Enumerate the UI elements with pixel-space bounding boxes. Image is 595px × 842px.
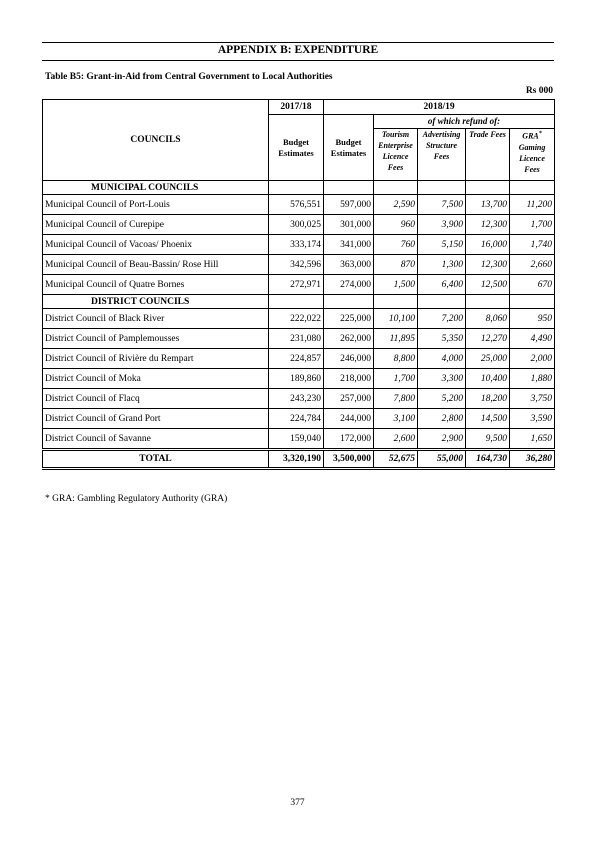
page-title: APPENDIX B: EXPENDITURE xyxy=(217,44,379,56)
table-row xyxy=(43,215,555,235)
gra-fees: 1,740 xyxy=(510,235,555,255)
gra-fees: 3,590 xyxy=(510,409,555,429)
of-which-header: of which refund of: xyxy=(374,115,555,129)
council-name: District Council of Flacq xyxy=(43,389,269,409)
gra-label: GRA xyxy=(522,131,539,141)
table-row xyxy=(43,329,555,349)
page-number: 377 xyxy=(290,798,305,808)
advertising-fees: 3,300 xyxy=(418,369,466,389)
council-name: District Council of Pamplemousses xyxy=(43,329,269,349)
year-2018-19-header: 2018/19 xyxy=(324,100,555,115)
gra-fees-header xyxy=(510,129,555,181)
trade-fees: 8,060 xyxy=(466,309,510,329)
budget-2017-18: 189,860 xyxy=(269,369,324,389)
total-gra-fees: 36,280 xyxy=(510,450,555,469)
gra-fees: 670 xyxy=(510,275,555,295)
total-advertising-fees: 55,000 xyxy=(418,450,466,469)
gra-fees: 1,880 xyxy=(510,369,555,389)
council-name: Municipal Council of Quatre Bornes xyxy=(43,275,269,295)
table-row xyxy=(43,409,555,429)
table-row xyxy=(43,255,555,275)
total-budget-2018-19: 3,500,000 xyxy=(324,450,374,469)
advertising-fees: 3,900 xyxy=(418,215,466,235)
tourism-fees: 7,800 xyxy=(374,389,418,409)
gra-fees: 3,750 xyxy=(510,389,555,409)
council-name: District Council of Rivière du Rempart xyxy=(43,349,269,369)
budget-2017-18: 272,971 xyxy=(269,275,324,295)
budget-2017-18: 243,230 xyxy=(269,389,324,409)
table-body xyxy=(43,181,555,469)
advertising-fees: 5,200 xyxy=(418,389,466,409)
total-row xyxy=(43,450,555,469)
trade-fees: 16,000 xyxy=(466,235,510,255)
tourism-fees: 760 xyxy=(374,235,418,255)
table-row xyxy=(43,235,555,255)
year-2017-18-header: 2017/18 xyxy=(269,100,324,115)
advertising-fees: 5,150 xyxy=(418,235,466,255)
tourism-fees: 3,100 xyxy=(374,409,418,429)
tourism-fees: 2,600 xyxy=(374,429,418,450)
budget-2018-19: 172,000 xyxy=(324,429,374,450)
budget-2018-19: 363,000 xyxy=(324,255,374,275)
budget-2018-19: 218,000 xyxy=(324,369,374,389)
tourism-fees: 2,590 xyxy=(374,195,418,215)
council-name: Municipal Council of Curepipe xyxy=(43,215,269,235)
table-row xyxy=(43,429,555,450)
advertising-fees: 4,000 xyxy=(418,349,466,369)
budget-2018-19: 262,000 xyxy=(324,329,374,349)
budget-2017-18: 159,040 xyxy=(269,429,324,450)
trade-fees: 13,700 xyxy=(466,195,510,215)
council-name: Municipal Council of Vacoas/ Phoenix xyxy=(43,235,269,255)
gra-fees: 2,000 xyxy=(510,349,555,369)
gra-fees: 2,660 xyxy=(510,255,555,275)
tourism-fees: 1,500 xyxy=(374,275,418,295)
gra-fees: 1,700 xyxy=(510,215,555,235)
advertising-fees: 7,500 xyxy=(418,195,466,215)
budget-2018-19: 225,000 xyxy=(324,309,374,329)
footnote: * GRA: Gambling Regulatory Authority (GRA) xyxy=(45,494,228,504)
council-name: Municipal Council of Beau-Bassin/ Rose Hill xyxy=(43,255,269,275)
total-label: TOTAL xyxy=(43,450,269,469)
advertising-fees: 7,200 xyxy=(418,309,466,329)
tourism-fees: 8,800 xyxy=(374,349,418,369)
budget-2017-18: 342,596 xyxy=(269,255,324,275)
council-name: District Council of Moka xyxy=(43,369,269,389)
budget-2018-19: 257,000 xyxy=(324,389,374,409)
trade-fees: 9,500 xyxy=(466,429,510,450)
advertising-fees: 1,300 xyxy=(418,255,466,275)
advertising-fees: 5,350 xyxy=(418,329,466,349)
units-label: Rs 000 xyxy=(525,86,553,96)
trade-fees: 14,500 xyxy=(466,409,510,429)
gra-fees: 11,200 xyxy=(510,195,555,215)
trade-fees-header: Trade Fees xyxy=(466,129,510,181)
budget-2018-19: 301,000 xyxy=(324,215,374,235)
advertising-fees-header: Advertising Structure Fees xyxy=(418,129,466,181)
table-row xyxy=(43,349,555,369)
trade-fees: 18,200 xyxy=(466,389,510,409)
budget-2017-18: 300,025 xyxy=(269,215,324,235)
budget-2018-19: 246,000 xyxy=(324,349,374,369)
advertising-fees: 2,800 xyxy=(418,409,466,429)
budget-2017-18: 576,551 xyxy=(269,195,324,215)
table-row xyxy=(43,275,555,295)
council-name: District Council of Black River xyxy=(43,309,269,329)
council-name: Municipal Council of Port-Louis xyxy=(43,195,269,215)
tourism-fees: 1,700 xyxy=(374,369,418,389)
budget-2017-18: 224,784 xyxy=(269,409,324,429)
trade-fees: 12,500 xyxy=(466,275,510,295)
trade-fees: 12,300 xyxy=(466,215,510,235)
advertising-fees: 6,400 xyxy=(418,275,466,295)
table-row xyxy=(43,369,555,389)
budget-estimates-header-1718: Budget Estimates xyxy=(269,115,324,181)
council-name: District Council of Grand Port xyxy=(43,409,269,429)
advertising-fees: 2,900 xyxy=(418,429,466,450)
trade-fees: 25,000 xyxy=(466,349,510,369)
total-tourism-fees: 52,675 xyxy=(374,450,418,469)
budget-2017-18: 333,174 xyxy=(269,235,324,255)
gra-fees: 1,650 xyxy=(510,429,555,450)
budget-2018-19: 274,000 xyxy=(324,275,374,295)
gra-fees: 950 xyxy=(510,309,555,329)
grant-table xyxy=(42,99,555,470)
table-row xyxy=(43,195,555,215)
title-underline xyxy=(42,60,554,61)
section-heading-municipal: MUNICIPAL COUNCILS xyxy=(43,181,269,195)
total-trade-fees: 164,730 xyxy=(466,450,510,469)
council-name: District Council of Savanne xyxy=(43,429,269,450)
tourism-fees: 870 xyxy=(374,255,418,275)
budget-2017-18: 231,080 xyxy=(269,329,324,349)
total-budget-2017-18: 3,320,190 xyxy=(269,450,324,469)
councils-header: COUNCILS xyxy=(43,100,269,181)
gra-fees-label: Gaming Licence Fees xyxy=(518,142,546,174)
tourism-fees: 960 xyxy=(374,215,418,235)
gra-footnote-marker: * xyxy=(538,131,542,137)
section-heading-district: DISTRICT COUNCILS xyxy=(43,295,269,309)
tourism-fees: 10,100 xyxy=(374,309,418,329)
table-row xyxy=(43,389,555,409)
top-rule xyxy=(42,42,554,43)
budget-2017-18: 222,022 xyxy=(269,309,324,329)
budget-estimates-header-1819: Budget Estimates xyxy=(324,115,374,181)
budget-2018-19: 597,000 xyxy=(324,195,374,215)
tourism-fees-header: Tourism Enterprise Licence Fees xyxy=(374,129,418,181)
gra-fees: 4,490 xyxy=(510,329,555,349)
tourism-fees: 11,895 xyxy=(374,329,418,349)
budget-2018-19: 244,000 xyxy=(324,409,374,429)
budget-2017-18: 224,857 xyxy=(269,349,324,369)
trade-fees: 10,400 xyxy=(466,369,510,389)
table-row xyxy=(43,309,555,329)
budget-2018-19: 341,000 xyxy=(324,235,374,255)
table-caption: Table B5: Grant-in-Aid from Central Government to Local Authorities xyxy=(45,72,333,82)
trade-fees: 12,300 xyxy=(466,255,510,275)
trade-fees: 12,270 xyxy=(466,329,510,349)
